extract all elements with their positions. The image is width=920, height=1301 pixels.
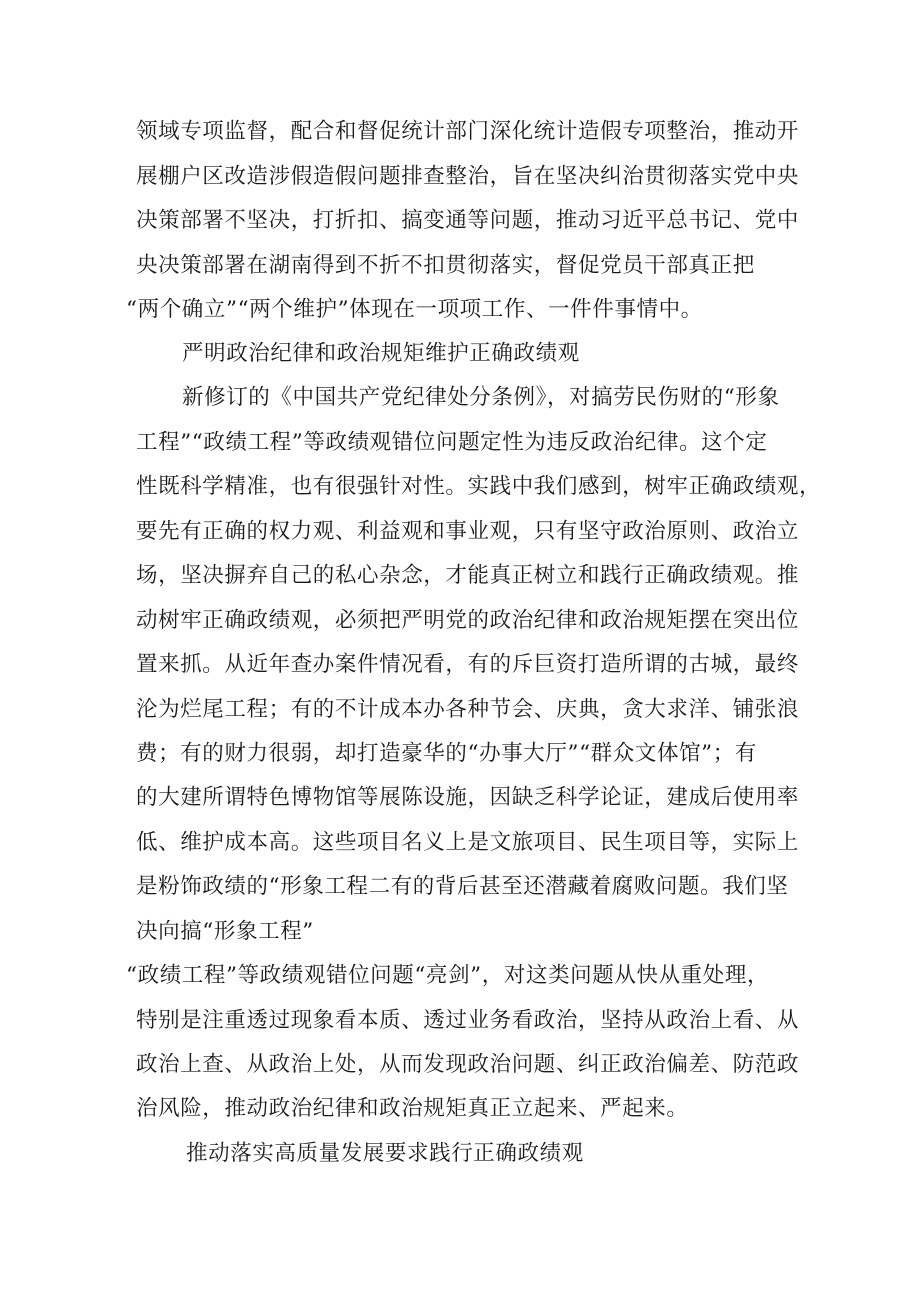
paragraph-1-line-3: 决策部署不坚决，打折扣、搞变通等问题，推动习近平总书记、党中 [136,208,800,233]
section-heading-1: 严明政治纪律和政治规矩维护正确政绩观 [182,341,580,366]
paragraph-2-line-7: 置来抓。从近年查办案件情况看，有的斥巨资打造所谓的古城，最终 [136,652,800,677]
paragraph-2-line-8: 沦为烂尾工程；有的不计成本办各种节会、庆典，贪大求洋、铺张浪 [136,697,800,722]
paragraph-3-line-1: “政绩工程”等政绩观错位问题“亮剑”，对这类问题从快从重处理， [126,963,770,988]
paragraph-3-line-2: 特别是注重透过现象看本质、透过业务看政治，坚持从政治上看、从 [136,1008,800,1033]
paragraph-1-line-1: 领域专项监督，配合和督促统计部门深化统计造假专项整治，推动开 [136,119,800,144]
section-heading-2: 推动落实高质量发展要求践行正确政绩观 [186,1141,584,1166]
paragraph-2-line-11: 低、维护成本高。这些项目名义上是文旅项目、民生项目等，实际上 [136,830,800,855]
paragraph-2-line-3: 性既科学精准，也有很强针对性。实践中我们感到，树牢正确政绩观， [136,474,822,499]
paragraph-2-line-5: 场，坚决摒弃自己的私心杂念，才能真正树立和践行正确政绩观。推 [136,563,800,588]
paragraph-3-line-4: 治风险，推动政治纪律和政治规矩真正立起来、严起来。 [136,1096,689,1121]
paragraph-1-line-2: 展棚户区改造涉假造假问题排查整治，旨在坚决纠治贯彻落实党中央 [136,164,800,189]
paragraph-2-line-12: 是粉饰政绩的“形象工程二有的背后甚至还潜藏着腐败问题。我们坚 [136,874,789,899]
paragraph-2-line-6: 动树牢正确政绩观，必须把严明党的政治纪律和政治规矩摆在突出位 [136,608,800,633]
paragraph-1-line-5: “两个确立”“两个维护”体现在一项项工作、一件件事情中。 [126,297,703,322]
paragraph-1-line-4: 央决策部署在湖南得到不折不扣贯彻落实，督促党员干部真正把 [136,253,755,278]
paragraph-2-line-9: 费；有的财力很弱，却打造豪华的“办事大厅”“群众文体馆”；有 [136,741,757,766]
paragraph-2-line-4: 要先有正确的权力观、利益观和事业观，只有坚守政治原则、政治立 [136,519,800,544]
paragraph-2-line-1: 新修订的《中国共产党纪律处分条例》，对搞劳民伤财的“形象 [182,385,780,410]
paragraph-2-line-2: 工程”“政绩工程”等政绩观错位问题定性为违反政治纪律。这个定 [136,430,768,455]
paragraph-2-line-10: 的大建所谓特色博物馆等展陈设施，因缺乏科学论证，建成后使用率 [136,785,800,810]
paragraph-3-line-3: 政治上查、从政治上处，从而发现政治问题、纠正政治偏差、防范政 [136,1052,800,1077]
paragraph-2-line-13: 决向搞“形象工程” [136,919,314,944]
